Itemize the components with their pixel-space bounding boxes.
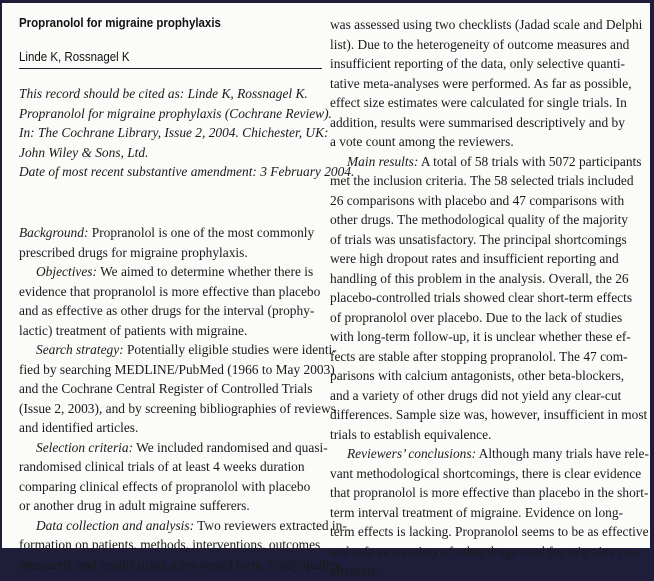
- abstract-line: [19, 321, 347, 341]
- line-text: fied by searching MEDLINE/PubMed (1966 to May 2003): [19, 361, 335, 377]
- line-text: (Issue 2, 2003), and by screening bibliographies of reviews: [19, 400, 336, 416]
- line-text: and a variety of other drugs did not yield any clear-cut: [330, 387, 622, 403]
- citation-block: [19, 84, 332, 162]
- line-text: and the Cochrane Central Register of Controlled Trials: [19, 381, 313, 396]
- abstract-line: [330, 269, 649, 289]
- abstract-line: [330, 308, 649, 328]
- abstract-right: [330, 15, 649, 581]
- abstract-line: [330, 483, 649, 503]
- line-text: We included randomised and quasi-: [133, 439, 328, 455]
- line-text: a vote count among the reviewers.: [330, 134, 514, 149]
- abstract-line: [19, 282, 347, 302]
- line-text: Although many trials have rele-: [476, 446, 649, 461]
- line-text: measured, and results using a pre-tested form. Study quality: [19, 556, 341, 572]
- abstract-line: [330, 561, 649, 581]
- abstract-line: [330, 210, 649, 230]
- abstract-line: [330, 288, 649, 308]
- abstract-line: [330, 425, 649, 445]
- line-text: or another drug in adult migraine sufferers.: [19, 498, 250, 513]
- abstract-line: [330, 249, 649, 269]
- abstract-line: [19, 379, 347, 399]
- line-text: list). Due to the heterogeneity of outcome measures and: [330, 36, 630, 52]
- abstract-line: [330, 113, 649, 133]
- line-text: We aimed to determine whether there is: [96, 264, 314, 279]
- abstract-line: [330, 93, 649, 113]
- section-start-line: [19, 340, 347, 360]
- abstract-line: [330, 171, 649, 191]
- abstract-line: [330, 542, 649, 562]
- document-page: [2, 3, 650, 578]
- abstract-line: [330, 503, 649, 523]
- citation-line: Propranolol for migraine prophylaxis (Cochrane Review).: [19, 105, 332, 121]
- abstract-line: [19, 301, 347, 321]
- abstract-line: [330, 366, 649, 386]
- line-text: A total of 58 trials with 5072 participants: [418, 153, 642, 169]
- line-text: 26 comparisons with placebo and 47 comparisons with: [330, 192, 625, 208]
- line-text: addition, results were summarised descriptively and by: [330, 114, 625, 130]
- abstract-line: [19, 555, 347, 575]
- line-text: of trials was unsatisfactory. The principal shortcomings: [330, 231, 627, 247]
- citation-line: John Wiley & Sons, Ltd.: [19, 144, 149, 160]
- abstract-line: [330, 327, 649, 347]
- line-text: Potentially eligible studies were identi-: [123, 342, 337, 357]
- section-start-line: [19, 262, 347, 282]
- line-text: fects are stable after stopping propranolol. The 47 com-: [330, 348, 628, 364]
- line-text: vant methodological shortcomings, there is clear evidence: [330, 465, 642, 481]
- line-text: formation on patients, methods, interventions, outcomes: [19, 537, 321, 552]
- abstract-line: [19, 535, 347, 555]
- line-text: placebo-controlled trials showed clear short-term effects: [330, 290, 633, 305]
- abstract-line: [330, 15, 649, 35]
- abstract-line: [19, 496, 347, 516]
- line-text: with long-term follow-up, it is unclear whether these ef-: [330, 329, 631, 344]
- section-label: Selection criteria:: [36, 439, 134, 455]
- section-start-line: [19, 223, 347, 243]
- section-label: Reviewers’ conclusions:: [347, 446, 477, 461]
- line-text: were high dropout rates and insufficient reporting and: [330, 251, 619, 266]
- abstract-line: [330, 74, 649, 94]
- line-text: and safe as a variety of other drugs used for migraine pro-: [330, 543, 641, 559]
- section-start-line: [330, 152, 649, 172]
- document-title: Propranolol for migraine prophylaxis: [19, 16, 221, 30]
- section-label: Background:: [19, 225, 89, 240]
- abstract-line: [330, 464, 649, 484]
- line-text: handling of this problem in the analysis. Overall, the 26: [330, 270, 629, 286]
- line-text: other drugs. The methodological quality of the majority: [330, 212, 629, 227]
- abstract-line: [330, 35, 649, 55]
- line-text: term interval treatment of migraine. Evidence on long-: [330, 504, 623, 520]
- abstract-line: [19, 360, 347, 380]
- abstract-line: [19, 418, 347, 438]
- abstract-line: [330, 405, 649, 425]
- line-text: Two reviewers extracted in-: [194, 517, 347, 533]
- line-text: differences. Sample size was, however, insufficient in most: [330, 407, 648, 422]
- section-start-line: [19, 438, 347, 458]
- line-text: term effects is lacking. Propranolol seems to be as effective: [330, 524, 649, 539]
- line-text: Propranolol is one of the most commonly: [88, 225, 315, 240]
- line-text: trials to establish equivalence.: [330, 426, 492, 442]
- line-text: and as effective as other drugs for the interval (prophy-: [19, 303, 315, 318]
- abstract-line: [330, 191, 649, 211]
- line-text: was assessed using two checklists (Jadad scale and Delphi: [330, 17, 643, 32]
- line-text: effect size estimates were calculated for single trials. In: [330, 95, 627, 110]
- abstract-line: [330, 132, 649, 152]
- section-label: Main results:: [347, 153, 419, 169]
- abstract-line: [330, 347, 649, 367]
- section-label: Objectives:: [36, 264, 97, 279]
- abstract-line: [330, 386, 649, 406]
- line-text: tative meta-analyses were performed. As far as possible,: [330, 75, 632, 91]
- line-text: that propranolol is more effective than placebo in the short-: [330, 485, 649, 500]
- section-label: Data collection and analysis:: [36, 517, 195, 533]
- citation-line: This record should be cited as: Linde K, Rossnagel K.: [19, 86, 308, 101]
- header-rule: [19, 68, 322, 69]
- abstract-line: [330, 522, 649, 542]
- line-text: met the inclusion criteria. The 58 selected trials included: [330, 173, 634, 188]
- line-text: and identified articles.: [19, 420, 139, 435]
- line-text: phylaxis.: [330, 563, 379, 578]
- line-text: of propranolol over placebo. Due to the lack of studies: [330, 309, 623, 325]
- line-text: lactic) treatment of patients with migraine.: [19, 322, 248, 338]
- abstract-line: [330, 230, 649, 250]
- line-text: evidence that propranolol is more effective than placebo: [19, 283, 321, 299]
- line-text: prescribed drugs for migraine prophylaxis.: [19, 244, 248, 260]
- amendment-date: Date of most recent substantive amendment: 3 February 2004.: [19, 164, 355, 179]
- abstract-line: [19, 457, 347, 477]
- line-text: randomised clinical trials of at least 4 weeks duration: [19, 459, 305, 474]
- abstract-line: [19, 477, 347, 497]
- abstract-left: [19, 223, 347, 574]
- line-text: comparing clinical effects of propranolol with placebo: [19, 478, 311, 494]
- section-start-line: [19, 516, 347, 536]
- abstract-line: [330, 54, 649, 74]
- abstract-line: [19, 399, 347, 419]
- section-start-line: [330, 444, 649, 464]
- document-authors: Linde K, Rossnagel K: [19, 50, 130, 64]
- citation-line: In: The Cochrane Library, Issue 2, 2004. Chichester, UK:: [19, 125, 329, 140]
- section-label: Search strategy:: [36, 342, 124, 357]
- line-text: parisons with calcium antagonists, other beta-blockers,: [330, 368, 625, 383]
- abstract-line: [19, 243, 347, 263]
- line-text: insufficient reporting of the data, only selective quanti-: [330, 56, 625, 71]
